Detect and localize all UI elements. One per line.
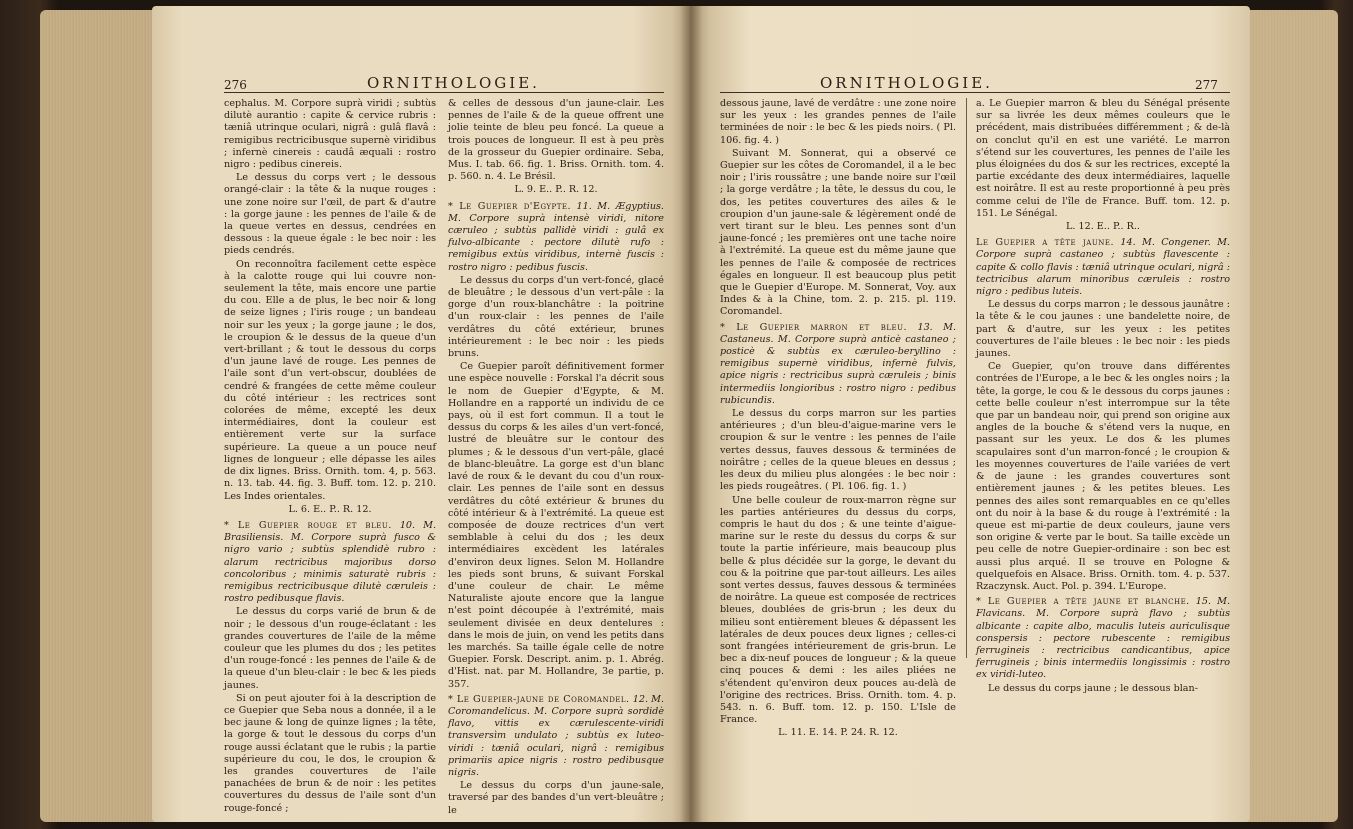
- species-entry: [448, 201, 664, 274]
- body-paragraph: cephalus. M. Corpore suprà viridi ; subtùs dilutè aurantio : capite & cervice rubris : tæniâ utrinque oculari, nigrâ : gulâ flavâ : remigibus rectricibusque supernè viridibus ; infernè cinereis : caudâ æquali : rostro nigro : pedibus cinereis.: [224, 98, 436, 171]
- right-page: [690, 6, 1250, 822]
- species-heading: * Le Guepier marron et bleu.: [720, 321, 908, 333]
- species-heading: * Le Guepier-jaune de Coromandel.: [448, 693, 630, 705]
- body-paragraph: Le dessus du corps marron ; le dessous jaunâtre : la tête & le cou jaunes : une bandelette noire, de part & d'autre, sur les yeux : les petites couvertures de l'aile bleues : le bec noir : les pieds jaunes.: [976, 299, 1230, 360]
- species-entry: [448, 694, 664, 779]
- measurement-line: L. 6. E.. P.. R. 12.: [288, 503, 372, 515]
- column-divider: [966, 98, 967, 658]
- right-header-rule: [720, 92, 1230, 93]
- book-gutter: [680, 6, 702, 822]
- body-paragraph: Le dessus du corps d'un jaune-sale, traversé par des bandes d'un vert-bleuâtre ; le: [448, 780, 664, 816]
- left-column-2: [448, 98, 664, 818]
- measurement-line: L. 12. E.. P.. R..: [1066, 221, 1140, 233]
- left-page: [152, 6, 690, 822]
- body-paragraph: Suivant M. Sonnerat, qui a observé ce Guepier sur les côtes de Coromandel, il a le bec noir ; l'iris roussâtre ; une bande noire sur l'œil ; la gorge verdâtre ; la tête, le dessus du cou, le dos, les petites couvertures des ailes & le croupion d'un jaune-sale & légèrement ondé de vert tirant sur le bleu. Les pennes sont d'un jaune-foncé ; les premières ont une tache noire à l'extrémité. La queue est du même jaune que les pennes de l'aile & composée de rectrices égales en longueur. Il est beaucoup plus petit que le Guepier d'Europe. M. Sonnerat, Voy. aux Indes & à la Chine, tom. 2. p. 215. pl. 119. Coromandel.: [720, 147, 956, 318]
- body-paragraph: Le dessus du corps d'un vert-foncé, glacé de bleuâtre ; le dessous d'un vert-pâle : la gorge d'un roux-blanchâtre : la poitrine d'un roux-clair : les pennes de l'aile verdâtres du côté extérieur, brunes intérieurement : le bec noir : les pieds bruns.: [448, 274, 664, 360]
- right-running-head: ORNITHOLOGIE.: [820, 74, 993, 92]
- species-entry: [976, 237, 1230, 298]
- species-heading: * Le Guepier d'Egypte.: [448, 200, 572, 212]
- latin-description: 10. M. Brasiliensis. M. Corpore suprà fusco & nigro vario ; subtùs splendidè rubro : alarum rectricibus majoribus dorso concoloribus ; minimis saturatè rubris : remigibus rectricibusque dilutè cæruleis : rostro pedibusque flavis.: [224, 519, 437, 605]
- right-page-edges: [1238, 10, 1338, 822]
- body-paragraph: & celles de dessous d'un jaune-clair. Les pennes de l'aile & de la queue offrent une jolie teinte de bleu peu foncé. La queue a trois pouces de longueur. Il est à peu près de la grosseur du Guepier ordinaire. Seba, Mus. I. tab. 66. fig. 1. Briss. Ornith. tom. 4. p. 560. n. 4. Le Brésil.: [448, 98, 664, 183]
- left-header-rule: [224, 92, 664, 93]
- body-paragraph: Le dessus du corps marron sur les parties antérieures ; d'un bleu-d'aigue-marine vers le croupion & sur le ventre : les pennes de l'aile vertes dessus, fauves dessous & terminées de noirâtre ; celles de la queue bleues en dessus ; les deux du milieu plus alongées : le bec noir : les pieds rougeâtres. ( Pl. 106. fig. 1. ): [720, 408, 956, 493]
- body-paragraph: On reconnoîtra facilement cette espèce à la calotte rouge qui lui couvre non-seulement la tête, mais encore une partie du cou. Elle a de plus, le bec noir & long de seize lignes ; l'iris rouge ; un bandeau noir sur les yeux ; la gorge jaune ; le dos, le croupion & le dessus de la queue d'un vert-brillant ; & tout le dessous du corps d'un jaune lavé de rouge. Les pennes de l'aile sont d'un vert-obscur, doublées de cendré & frangées de cette même couleur du côté intérieur : les rectrices sont colorées de même, excepté les deux intermédiaires, dont la couleur est entièrement verte sur la surface supérieure. La queue a un pouce neuf lignes de longueur ; elle dépasse les ailes de dix lignes. Briss. Ornith. tom. 4, p. 563. n. 13. tab. 44. fig. 3. Buff. tom. 12. p. 210. Les Indes orientales.: [224, 258, 436, 502]
- latin-description: 11. M. Ægyptius. M. Corpore suprà intensè viridi, nitore cæruleo ; subtùs pallidè viridi : gulâ ex fulvo-albicante : pectore dilutè rufo : remigibus extùs viridibus, internè fuscis : rostro nigro : pedibus fuscis.: [448, 200, 664, 273]
- body-paragraph: Le dessus du corps jaune ; le dessous blan-: [988, 682, 1198, 694]
- species-entry: [224, 520, 436, 605]
- left-column-1: [224, 98, 436, 816]
- latin-description: 13. M. Castaneus. M. Corpore suprà anticè castaneo ; posticè & subtùs ex cæruleo-beryllino : remigibus supernè viridibus, infernè fulvis, apice nigris : rectricibus suprà cæruleis ; binis intermediis longioribus : rostro nigro : pedibus rubicundis.: [720, 321, 957, 406]
- latin-description: 12. M. Coromandelicus. M. Corpore suprà sordidè flavo, vittis ex cærulescente-viridi transversìm undulato ; subtùs ex luteo-viridi : tæniâ oculari, nigrâ : remigibus primariis apice nigris : rostro pedibusque nigris.: [448, 693, 665, 778]
- measurement-line: L. 11. E. 14. P. 24. R. 12.: [778, 727, 898, 739]
- species-heading: Le Guepier a tête jaune.: [976, 237, 1115, 249]
- body-paragraph: Si on peut ajouter foi à la description de ce Guepier que Seba nous a donnée, il a le bec jaune & long de quinze lignes ; la tête, la gorge & tout le dessous du corps d'un rouge aussi éclatant que le rubis ; la partie supérieure du cou, le dos, le croupion & les grandes couvertures de l'aile panachées de brun & de noir : les petites couvertures du dessus de l'aile sont d'un rouge-foncé ;: [224, 692, 436, 814]
- right-page-number: 277: [1195, 78, 1218, 92]
- body-paragraph: a. Le Guepier marron & bleu du Sénégal présente sur sa livrée les deux mêmes couleurs que le précédent, mais distribuées différemment ; & de-là on conclut qu'il en est une variété. Le marron s'étend sur les couvertures, les pennes de l'aile les plus éloignées du dos & sur les rectrices, excepté la partie excédante des deux intermédiaires, laquelle est noirâtre. Il est au reste proportionné à peu près comme celui de l'île de France. Buff. tom. 12. p. 151. Le Sénégal.: [976, 98, 1230, 219]
- body-paragraph: Le dessus du corps varié de brun & de noir ; le dessous d'un rouge-éclatant : les grandes couvertures de l'aile de la même couleur que les plumes du dos ; les petites d'un rouge-foncé : les pennes de l'aile & de la queue d'un bleu-clair : le bec & les pieds jaunes.: [224, 606, 436, 691]
- right-column-1: [720, 98, 956, 744]
- body-paragraph: Ce Guepier, qu'on trouve dans différentes contrées de l'Europe, a le bec & les ongles noirs ; la tête, la gorge, le cou & le dessous du corps jaunes : cette belle couleur n'est interrompue sur la tête que par un bandeau noir, qui prend son origine aux angles de la bouche & s'étend vers la nuque, en passant sur les yeux. Le dos & les plumes scapulaires sont d'un marron-foncé ; le croupion & les moyennes couvertures de l'aile variées de vert & de jaune : les grandes couvertures sont entièrement jaunes ; & les petites bleues. Les pennes des ailes sont remarquables en ce qu'elles ont du noir à la base & du rouge à l'extrémité : la queue est mi-partie de deux couleurs, jaune vers son origine & verte par le bout. Sa taille excède un peu celle de notre Guepier-ordinaire : son bec est aussi plus arqué. Il se trouve en Pologne & quelquefois en Alsace. Briss. Ornith. tom. 4. p. 537. Rzaczynsk. Auct. Pol. p. 394. L'Europe.: [976, 361, 1230, 592]
- species-heading: * Le Guepier a tête jaune et blanche.: [976, 596, 1190, 608]
- latin-description: 14. M. Congener. M. Corpore suprà castaneo ; subtùs flavescente : capite & collo flavis : tæniâ utrinque oculari, nigrâ : tectricibus alarum minoribus cæruleis : rostro nigro : pedibus luteis.: [976, 237, 1230, 298]
- body-paragraph: Ce Guepier paroît définitivement former une espèce nouvelle : Forskal l'a décrit sous le nom de Guepier d'Egypte, & M. Hollandre en a rapporté un individu de ce pays, où il est fort commun. Il a tout le dessus du corps & les ailes d'un vert-foncé, lustré de bleuâtre sur le contour des plumes ; & le dessous d'un vert-pâle, glacé de blanc-bleuâtre. La gorge est d'un blanc lavé de roux & le devant du cou d'un roux-clair. Les pennes de l'aile sont en dessus verdâtres du côté extérieur & brunes du côté intérieur & à l'extrémité. La queue est composée de douze rectrices d'un vert semblable à celui du dos ; les deux intermédiaires excèdent les latérales d'environ deux lignes. Selon M. Hollandre les pieds sont bruns, & suivant Forskal d'une couleur de chair. Le même Naturaliste ajoute encore que la langue n'est point découpée à l'extrémité, mais seulement divisée en deux dentelures : dans le mois de juin, on vend les petits dans les marchés. Sa taille égale celle de notre Guepier. Forsk. Descript. anim. p. 1. Abrég. d'Hist. nat. par M. Hollandre, 3e partie, p. 357.: [448, 361, 664, 690]
- species-entry: [720, 322, 956, 407]
- species-entry: [976, 596, 1230, 681]
- body-paragraph: Le dessus du corps vert ; le dessous orangé-clair : la tête & la nuque rouges : une zone noire sur l'œil, de part & d'autre : la gorge jaune : les pennes de l'aile & de la queue vertes en dessus, cendrées en dessous : la queue égale : le bec noir : les pieds cendrés.: [224, 172, 436, 257]
- right-column-2: [976, 98, 1230, 696]
- measurement-line: L. 9. E.. P.. R. 12.: [514, 184, 598, 196]
- left-page-number: 276: [224, 78, 247, 92]
- body-paragraph: dessous jaune, lavé de verdâtre : une zone noire sur les yeux : les grandes pennes de l'aile terminées de noir : le bec & les pieds noirs. ( Pl. 106. fig. 4. ): [720, 98, 956, 146]
- body-paragraph: Une belle couleur de roux-marron règne sur les parties antérieures du dessus du corps, compris le haut du dos ; & une teinte d'aigue-marine sur le reste du dessus du corps & sur toute la partie inférieure, mais beaucoup plus belle & plus décidée sur la gorge, le devant du cou & la poitrine que par-tout ailleurs. Les ailes sont vertes dessus, fauves dessous & terminées de noirâtre. La queue est composée de rectrices bleues, doublées de gris-brun ; les deux du milieu sont entièrement bleues & dépassent les latérales de deux pouces deux lignes ; celles-ci sont frangées intérieurement de gris-brun. Le bec a dix-neuf pouces de longueur ; & la queue cinq pouces & demi : les ailes pliées ne s'étendent qu'environ deux pouces au-delà de l'origine des rectrices. Briss. Ornith. tom. 4. p. 543. n. 6. Buff. tom. 12. p. 150. L'Isle de France.: [720, 494, 956, 726]
- latin-description: 15. M. Flavicans. M. Corpore suprà flavo ; subtùs albicante : capite albo, maculis luteis auriculisque conspersis : pectore rubescente : remigibus ferrugineis : rectricibus candicantibus, apice ferrugineis ; binis intermediis longissimis : rostro ex viridi-luteo.: [976, 596, 1230, 681]
- species-heading: * Le Guepier rouge et bleu.: [224, 519, 392, 531]
- left-running-head: ORNITHOLOGIE.: [367, 74, 540, 92]
